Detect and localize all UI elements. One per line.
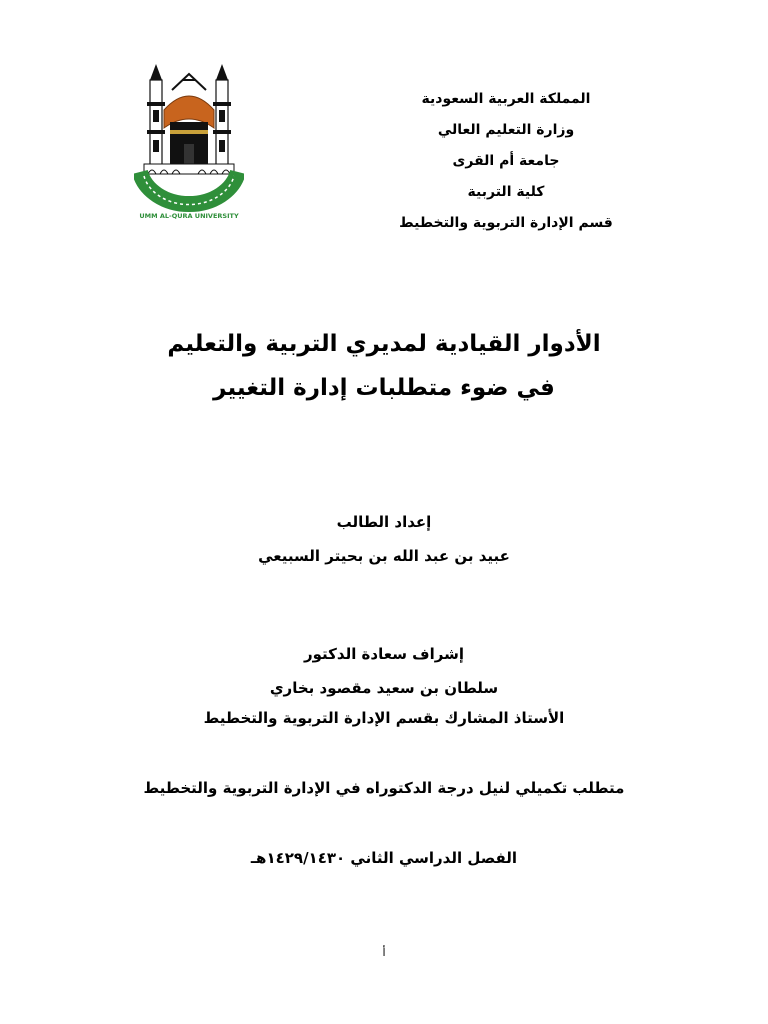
thesis-title-line-1: الأدوار القيادية لمديري التربية والتعليم	[167, 331, 601, 357]
academic-term: الفصل الدراسي الثاني ١٤٢٩/١٤٣٠هـ	[250, 849, 518, 867]
book-icon	[164, 74, 214, 128]
header-university: جامعة أم القرى	[452, 153, 560, 169]
degree-requirement: متطلب تكميلي لنيل درجة الدكتوراه في الإدارة التربوية والتخطيط	[143, 779, 625, 797]
right-minaret-icon	[213, 64, 231, 170]
supervisor-label: إشراف سعادة الدكتور	[304, 645, 464, 663]
header-college: كلية التربية	[467, 184, 545, 200]
thesis-title	[0, 322, 768, 410]
supervisor-name: سلطان بن سعيد مقصود بخاري	[269, 679, 499, 697]
student-name: عبيد بن عبد الله بن بحيتر السبيعي	[258, 547, 510, 565]
student-label: إعداد الطالب	[336, 513, 432, 531]
header-department: قسم الإدارة التربوية والتخطيط	[399, 215, 613, 231]
left-minaret-icon	[147, 64, 165, 170]
kaaba-icon	[170, 122, 208, 164]
thesis-title-line-2: في ضوء متطلبات إدارة التغيير	[213, 375, 555, 401]
arches-icon	[144, 164, 234, 174]
institution-header	[376, 84, 636, 239]
logo-latin-text: UMM AL-QURA UNIVERSITY	[139, 212, 239, 220]
header-country: المملكة العربية السعودية	[421, 91, 591, 107]
header-ministry: وزارة التعليم العالي	[437, 122, 575, 138]
university-logo	[134, 60, 244, 224]
page-number: أ	[382, 946, 386, 959]
supervisor-title: الأستاذ المشارك بقسم الإدارة التربوية والتخطيط	[203, 709, 565, 727]
university-name-ring-icon	[139, 172, 239, 220]
